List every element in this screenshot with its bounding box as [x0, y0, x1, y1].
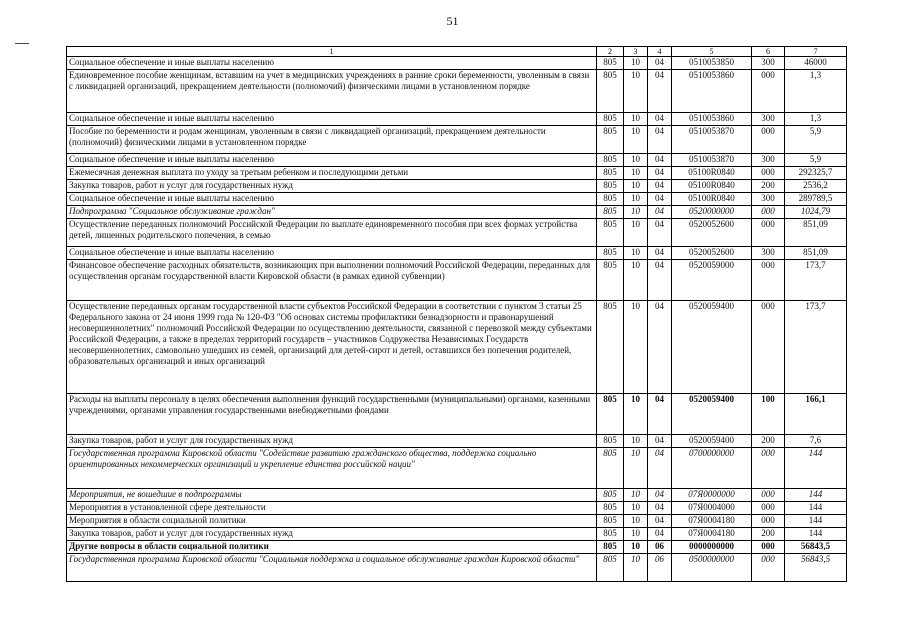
row-target-code: 05100R0840 [672, 180, 752, 193]
table-row [67, 154, 847, 167]
row-target-code: 0000000000 [672, 541, 752, 554]
row-expense-type: 000 [752, 260, 785, 301]
row-subsection-code: 04 [648, 448, 672, 489]
table-row [67, 247, 847, 260]
row-section-code: 10 [624, 180, 648, 193]
row-expense-type: 000 [752, 448, 785, 489]
row-target-code: 0500000000 [672, 554, 752, 582]
row-description: Расходы на выплаты персоналу в целях обеспечения выполнения функций государственными (муниципальными) органами, казенными учреждениями, органами управления государственными внебюджетными фондами [67, 394, 597, 435]
row-description: Социальное обеспечение и иные выплаты населению [67, 57, 597, 70]
row-section-code: 10 [624, 394, 648, 435]
row-target-code: 0510053860 [672, 70, 752, 113]
row-amount: 1,3 [785, 70, 847, 113]
row-expense-type: 300 [752, 113, 785, 126]
row-ministry-code: 805 [597, 57, 624, 70]
row-expense-type: 000 [752, 167, 785, 180]
row-target-code: 0510053870 [672, 126, 752, 154]
row-target-code: 0520000000 [672, 206, 752, 219]
table-row [67, 515, 847, 528]
header-cell: 3 [624, 47, 648, 57]
table-row [67, 180, 847, 193]
row-subsection-code: 04 [648, 247, 672, 260]
row-description: Социальное обеспечение и иные выплаты населению [67, 154, 597, 167]
row-amount: 173,7 [785, 260, 847, 301]
row-section-code: 10 [624, 247, 648, 260]
row-ministry-code: 805 [597, 554, 624, 582]
table-row [67, 70, 847, 113]
row-description: Государственная программа Кировской области "Содействие развитию гражданского общества, поддержка социально ориентированных некоммерческих организаций и укрепление единства российской нации" [67, 448, 597, 489]
row-amount: 144 [785, 489, 847, 502]
row-amount: 1,3 [785, 113, 847, 126]
budget-table-container [66, 46, 847, 582]
row-subsection-code: 04 [648, 206, 672, 219]
row-section-code: 10 [624, 57, 648, 70]
row-subsection-code: 06 [648, 554, 672, 582]
row-amount: 851,09 [785, 247, 847, 260]
row-target-code: 05100R0840 [672, 193, 752, 206]
row-target-code: 0520059400 [672, 301, 752, 394]
row-amount: 292325,7 [785, 167, 847, 180]
row-description: Подпрограмма "Социальное обслуживание граждан" [67, 206, 597, 219]
row-ministry-code: 805 [597, 260, 624, 301]
row-description: Государственная программа Кировской области "Социальная поддержка и социальное обслуживание граждан Кировской области" [67, 554, 597, 582]
row-expense-type: 000 [752, 219, 785, 247]
row-ministry-code: 805 [597, 247, 624, 260]
row-section-code: 10 [624, 554, 648, 582]
table-row [67, 528, 847, 541]
row-target-code: 07Я0004000 [672, 502, 752, 515]
row-subsection-code: 04 [648, 528, 672, 541]
table-row [67, 502, 847, 515]
row-expense-type: 000 [752, 502, 785, 515]
row-subsection-code: 04 [648, 70, 672, 113]
table-row [67, 113, 847, 126]
row-target-code: 0510053870 [672, 154, 752, 167]
row-expense-type: 200 [752, 180, 785, 193]
row-expense-type: 000 [752, 206, 785, 219]
row-subsection-code: 04 [648, 502, 672, 515]
row-amount: 144 [785, 448, 847, 489]
row-section-code: 10 [624, 219, 648, 247]
row-expense-type: 000 [752, 554, 785, 582]
table-row [67, 541, 847, 554]
row-expense-type: 300 [752, 57, 785, 70]
row-amount: 166,1 [785, 394, 847, 435]
row-description: Закупка товаров, работ и услуг для государственных нужд [67, 528, 597, 541]
row-description: Финансовое обеспечение расходных обязательств, возникающих при выполнении полномочий Российской Федерации, переданных для осуществления органам государственной власти Кировской области (в рамках единой субвенции) [67, 260, 597, 301]
row-section-code: 10 [624, 167, 648, 180]
row-expense-type: 000 [752, 70, 785, 113]
row-description: Пособие по беременности и родам женщинам, уволенным в связи с ликвидацией организаций, прекращением деятельности (полномочий) физическими лицами в установленном порядке [67, 126, 597, 154]
row-description: Ежемесячная денежная выплата по уходу за третьим ребенком и последующими детьми [67, 167, 597, 180]
row-target-code: 0520052600 [672, 219, 752, 247]
row-description: Единовременное пособие женщинам, вставшим на учет в медицинских учреждениях в ранние сроки беременности, уволенным в связи с ликвидацией организаций, прекращением деятельности (полномочий) физическими лицами в установленном порядке [67, 70, 597, 113]
row-subsection-code: 04 [648, 113, 672, 126]
row-description: Осуществление переданных полномочий Российской Федерации по выплате единовременного пособия при всех формах устройства детей, лишенных родительского попечения, в семью [67, 219, 597, 247]
row-description: Мероприятия, не вошедшие в подпрограммы [67, 489, 597, 502]
table-row [67, 219, 847, 247]
row-ministry-code: 805 [597, 206, 624, 219]
row-target-code: 0510053860 [672, 113, 752, 126]
row-subsection-code: 04 [648, 515, 672, 528]
row-ministry-code: 805 [597, 528, 624, 541]
row-subsection-code: 04 [648, 193, 672, 206]
row-section-code: 10 [624, 528, 648, 541]
row-amount: 173,7 [785, 301, 847, 394]
row-expense-type: 000 [752, 489, 785, 502]
row-section-code: 10 [624, 502, 648, 515]
row-target-code: 07Я0000000 [672, 489, 752, 502]
row-description: Мероприятия в установленной сфере деятельности [67, 502, 597, 515]
row-expense-type: 300 [752, 193, 785, 206]
row-amount: 56843,5 [785, 554, 847, 582]
row-ministry-code: 805 [597, 502, 624, 515]
row-description: Социальное обеспечение и иные выплаты населению [67, 113, 597, 126]
row-amount: 144 [785, 515, 847, 528]
margin-mark [15, 43, 29, 44]
row-section-code: 10 [624, 301, 648, 394]
row-amount: 5,9 [785, 154, 847, 167]
row-subsection-code: 04 [648, 219, 672, 247]
row-target-code: 0520052600 [672, 247, 752, 260]
table-row [67, 394, 847, 435]
row-subsection-code: 06 [648, 541, 672, 554]
table-row [67, 206, 847, 219]
row-target-code: 0520059400 [672, 435, 752, 448]
table-row [67, 260, 847, 301]
row-ministry-code: 805 [597, 193, 624, 206]
row-amount: 2536,2 [785, 180, 847, 193]
table-row [67, 435, 847, 448]
row-subsection-code: 04 [648, 394, 672, 435]
row-ministry-code: 805 [597, 435, 624, 448]
row-description: Другие вопросы в области социальной политики [67, 541, 597, 554]
row-subsection-code: 04 [648, 57, 672, 70]
row-subsection-code: 04 [648, 435, 672, 448]
row-section-code: 10 [624, 126, 648, 154]
row-expense-type: 100 [752, 394, 785, 435]
row-subsection-code: 04 [648, 167, 672, 180]
row-section-code: 10 [624, 260, 648, 301]
row-description: Социальное обеспечение и иные выплаты населению [67, 247, 597, 260]
row-section-code: 10 [624, 70, 648, 113]
row-amount: 56843,5 [785, 541, 847, 554]
row-ministry-code: 805 [597, 126, 624, 154]
row-subsection-code: 04 [648, 126, 672, 154]
row-section-code: 10 [624, 541, 648, 554]
row-subsection-code: 04 [648, 301, 672, 394]
row-target-code: 07Я0004180 [672, 515, 752, 528]
row-ministry-code: 805 [597, 219, 624, 247]
row-ministry-code: 805 [597, 394, 624, 435]
row-target-code: 0520059400 [672, 394, 752, 435]
row-target-code: 05100R0840 [672, 167, 752, 180]
row-expense-type: 000 [752, 515, 785, 528]
row-subsection-code: 04 [648, 260, 672, 301]
row-ministry-code: 805 [597, 541, 624, 554]
row-section-code: 10 [624, 435, 648, 448]
table-row [67, 448, 847, 489]
header-cell: 1 [67, 47, 597, 57]
row-ministry-code: 805 [597, 180, 624, 193]
row-expense-type: 300 [752, 247, 785, 260]
header-cell: 6 [752, 47, 785, 57]
row-target-code: 07Я0004180 [672, 528, 752, 541]
row-section-code: 10 [624, 193, 648, 206]
row-ministry-code: 805 [597, 113, 624, 126]
row-expense-type: 200 [752, 435, 785, 448]
row-section-code: 10 [624, 448, 648, 489]
row-description: Закупка товаров, работ и услуг для государственных нужд [67, 180, 597, 193]
row-description: Закупка товаров, работ и услуг для государственных нужд [67, 435, 597, 448]
row-ministry-code: 805 [597, 167, 624, 180]
row-target-code: 0520059000 [672, 260, 752, 301]
row-ministry-code: 805 [597, 489, 624, 502]
row-section-code: 10 [624, 206, 648, 219]
row-section-code: 10 [624, 515, 648, 528]
row-description: Осуществление переданных органам государственной власти субъектов Российской Федерации в соответствии с пунктом 3 статьи 25 Федерального закона от 24 июня 1999 года № 120-ФЗ "Об основах системы профилактики безнадзорности и правонарушений несовершеннолетних" полномочий Российской Федерации по осуществлению деятельности, связанной с перевозкой между субъектами Российской Федерации, а также в пределах территорий государств – участников Содружества Независимых Государств несовершеннолетних, самовольно ушедших из семей, организаций для детей-сирот и детей, оставшихся без попечения родителей, образовательных организаций и иных организаций [67, 301, 597, 394]
budget-table [66, 46, 847, 582]
page-number: 51 [446, 14, 459, 28]
table-row [67, 301, 847, 394]
row-amount: 144 [785, 528, 847, 541]
table-row [67, 126, 847, 154]
row-section-code: 10 [624, 489, 648, 502]
header-cell: 7 [785, 47, 847, 57]
row-target-code: 0510053850 [672, 57, 752, 70]
row-ministry-code: 805 [597, 515, 624, 528]
row-section-code: 10 [624, 113, 648, 126]
row-amount: 144 [785, 502, 847, 515]
header-cell: 4 [648, 47, 672, 57]
header-row [67, 47, 847, 57]
row-ministry-code: 805 [597, 301, 624, 394]
row-amount: 289789,5 [785, 193, 847, 206]
row-expense-type: 300 [752, 154, 785, 167]
row-ministry-code: 805 [597, 448, 624, 489]
table-row [67, 489, 847, 502]
table-row [67, 57, 847, 70]
row-target-code: 0700000000 [672, 448, 752, 489]
table-row [67, 554, 847, 582]
row-ministry-code: 805 [597, 154, 624, 167]
row-section-code: 10 [624, 154, 648, 167]
header-cell: 2 [597, 47, 624, 57]
row-subsection-code: 04 [648, 154, 672, 167]
row-amount: 851,09 [785, 219, 847, 247]
row-amount: 5,9 [785, 126, 847, 154]
row-expense-type: 000 [752, 301, 785, 394]
header-cell: 5 [672, 47, 752, 57]
row-amount: 46000 [785, 57, 847, 70]
table-row [67, 193, 847, 206]
row-subsection-code: 04 [648, 489, 672, 502]
row-expense-type: 000 [752, 126, 785, 154]
row-expense-type: 200 [752, 528, 785, 541]
table-row [67, 167, 847, 180]
row-amount: 1024,79 [785, 206, 847, 219]
row-amount: 7,6 [785, 435, 847, 448]
row-ministry-code: 805 [597, 70, 624, 113]
row-subsection-code: 04 [648, 180, 672, 193]
row-description: Мероприятия в области социальной политики [67, 515, 597, 528]
row-description: Социальное обеспечение и иные выплаты населению [67, 193, 597, 206]
row-expense-type: 000 [752, 541, 785, 554]
